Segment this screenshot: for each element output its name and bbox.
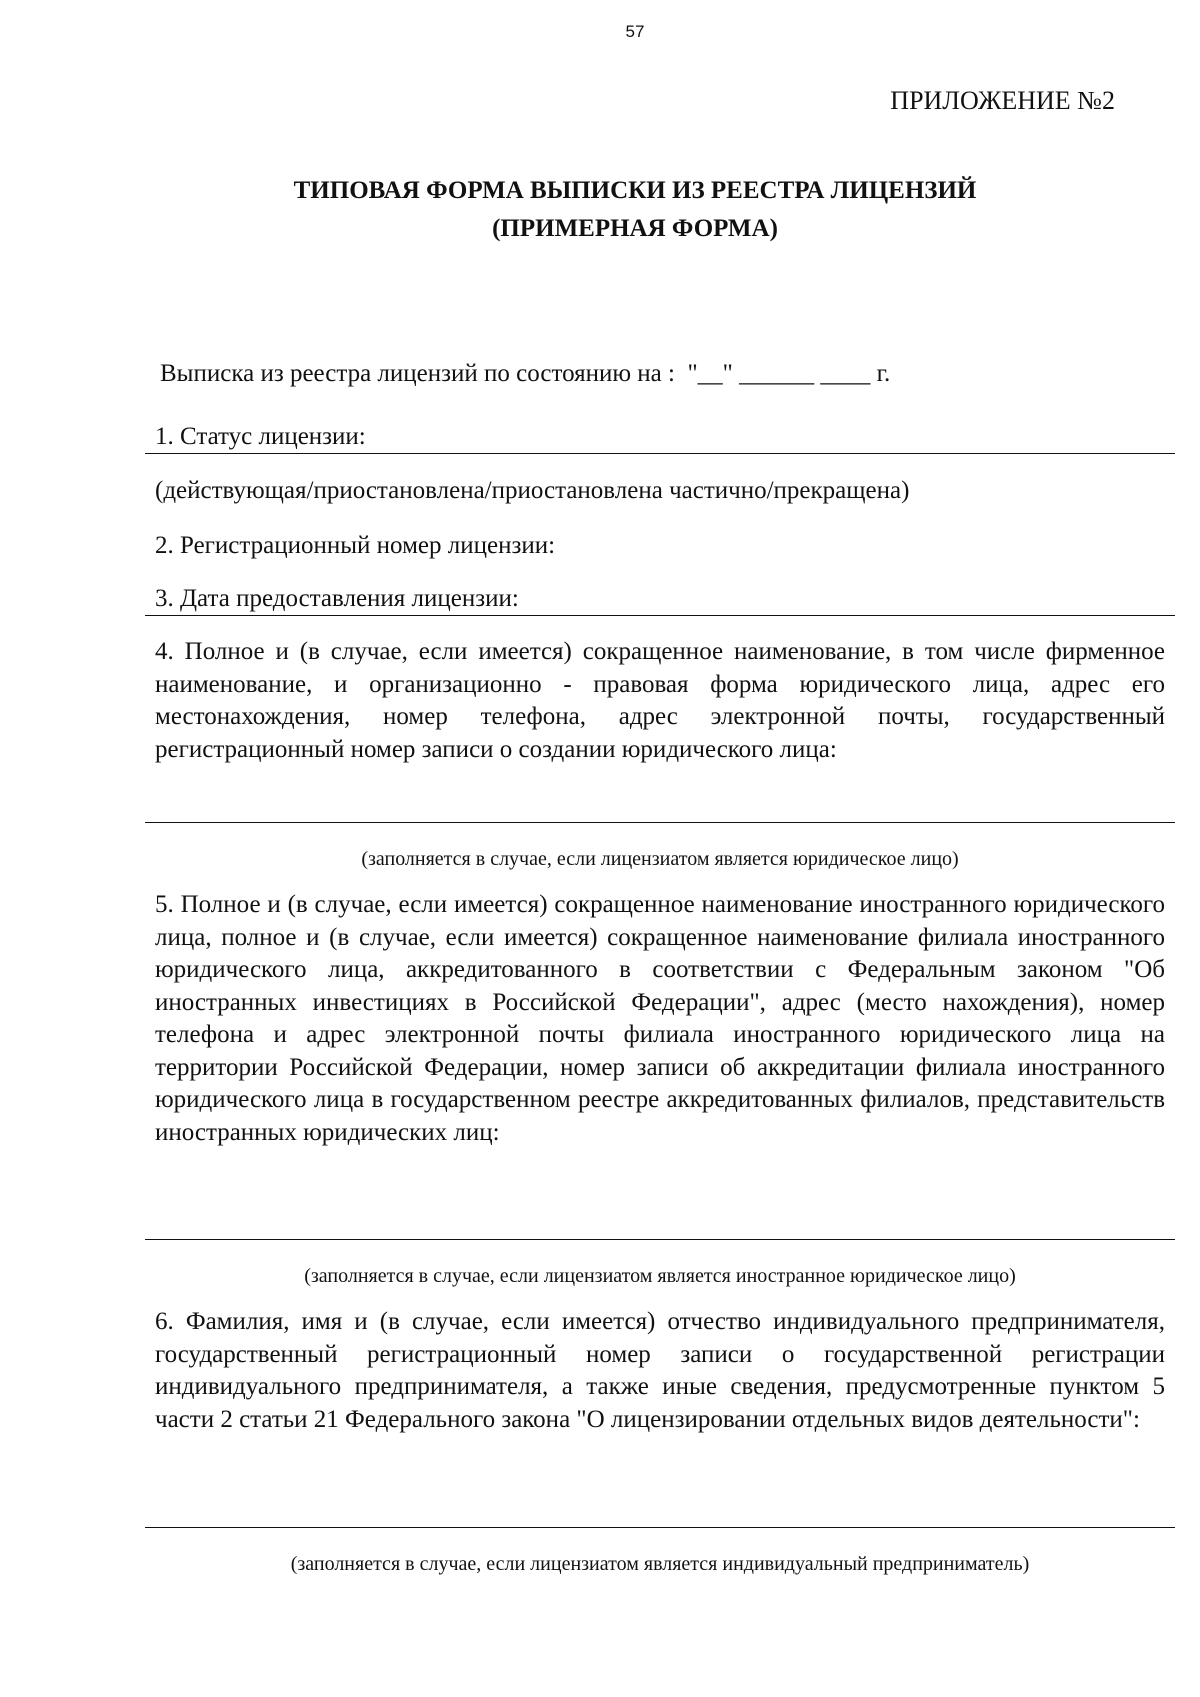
title-line-1: ТИПОВАЯ ФОРМА ВЫПИСКИ ИЗ РЕЕСТРА ЛИЦЕНЗИЙ <box>293 177 977 204</box>
entrepreneur-paragraph: 6. Фамилия, имя и (в случае, если имеется) отчество индивидуального предпринимателя, государственный регистрационный номер записи о государственной регистрации индивидуального предпринимателя, а также иные сведения, предусмотренные пунктом 5 части 2 статьи 21 Федерального закона "О лицензировании отдельных видов деятельности": <box>155 1308 1165 1433</box>
appendix-label: ПРИЛОЖЕНИЕ №2 <box>890 86 1115 115</box>
page-number: 57 <box>625 22 645 41</box>
license-status-label: 1. Статус лицензии: <box>155 423 366 450</box>
legal-entity-note: (заполняется в случае, если лицензиатом является юридическое лицо) <box>361 848 959 870</box>
document-title <box>0 172 1200 248</box>
statement-date-line: Выписка из реестра лицензий по состоянию на : "__" ______ ____ г. <box>160 360 891 387</box>
license-date-label: 3. Дата предоставления лицензии: <box>155 585 519 612</box>
license-status-field <box>145 421 1175 454</box>
registration-number-label: 2. Регистрационный номер лицензии: <box>155 532 556 559</box>
entrepreneur-fill-line <box>145 1527 1175 1528</box>
legal-entity-fill-line <box>145 822 1175 823</box>
foreign-entity-note: (заполняется в случае, если лицензиатом является иностранное юридическое лицо) <box>304 1265 1016 1287</box>
foreign-entity-fill-line <box>145 1239 1175 1240</box>
title-line-2: (ПРИМЕРНАЯ ФОРМА) <box>492 215 778 242</box>
license-status-options: (действующая/приостановлена/приостановлена частично/прекращена) <box>155 477 910 504</box>
foreign-entity-paragraph: 5. Полное и (в случае, если имеется) сокращенное наименование иностранного юридического лица, полное и (в случае, если имеется) сокращенное наименование филиала иностранного юридического лица, аккредитованного в соответствии с Федеральным законом "Об иностранных инвестициях в Российской Федерации", адрес (место нахождения), номер телефона и адрес электронной почты филиала иностранного юридического лица на территории Российской Федерации, номер записи об аккредитации филиала иностранного юридического лица в государственном реестре аккредитованных филиалов, представительств иностранных юридических лиц: <box>155 891 1165 1146</box>
legal-entity-paragraph: 4. Полное и (в случае, если имеется) сокращенное наименование, в том числе фирменное наименование, и организационно - правовая форма юридического лица, адрес его местонахождения, номер телефона, адрес электронной почты, государственный регистрационный номер записи о создании юридического лица: <box>155 638 1165 763</box>
license-date-field <box>145 583 1175 616</box>
entrepreneur-note: (заполняется в случае, если лицензиатом является индивидуальный предприниматель) <box>290 1553 1030 1575</box>
